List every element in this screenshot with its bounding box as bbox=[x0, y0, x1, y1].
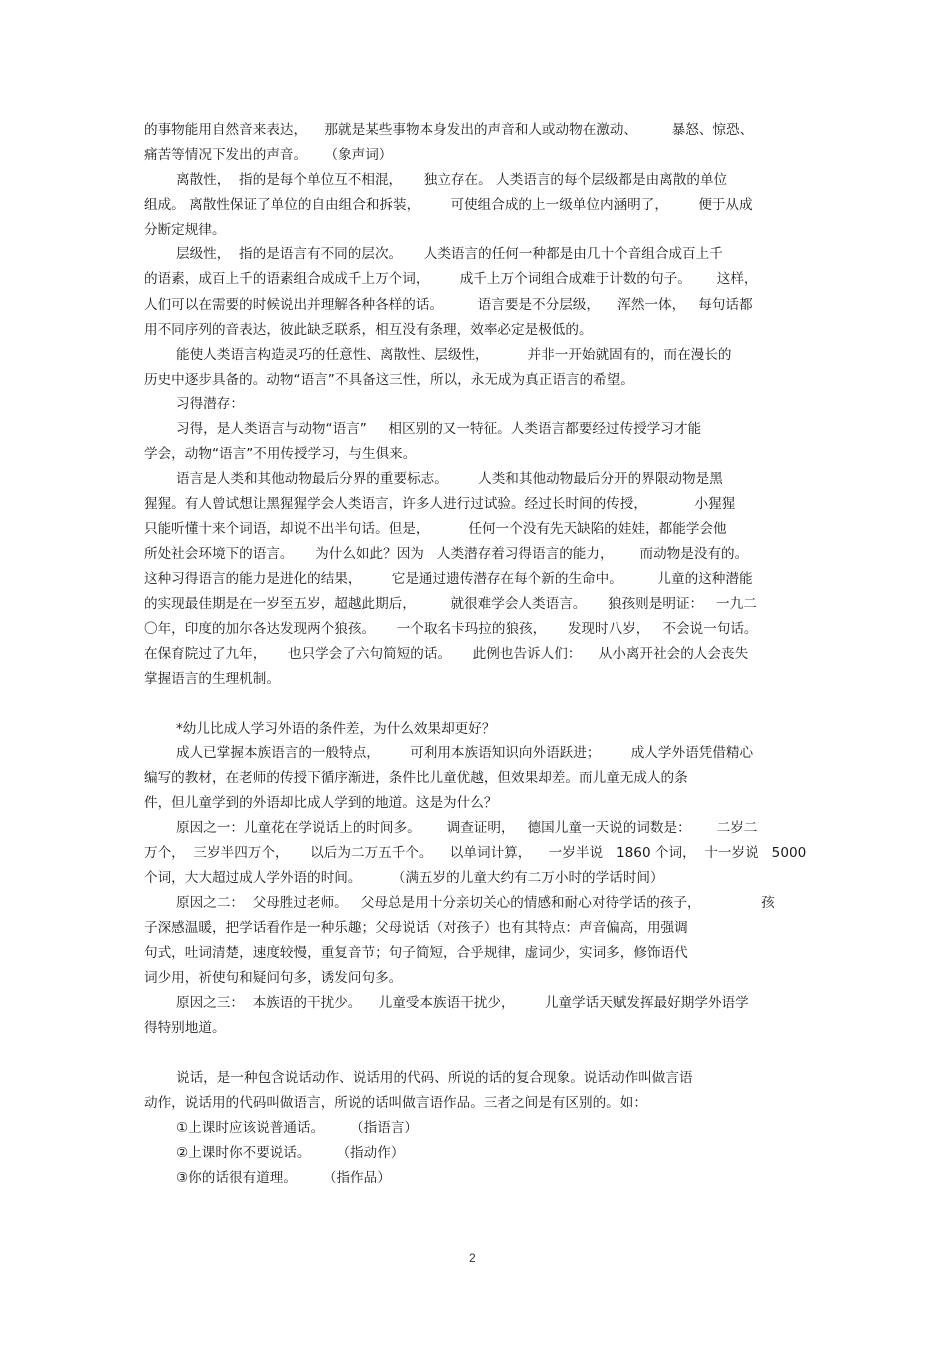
text-line: ②上课时你不要说话。 （指动作） bbox=[176, 1145, 405, 1161]
text-line: 只能听懂十来个词语，却说不出半句话。但是， 任何一个没有先天缺陷的娃娃，都能学会他 bbox=[144, 521, 727, 537]
text-line: 个词，大大超过成人学外语的时间。 （满五岁的儿童大约有二万小时的学话时间） bbox=[144, 870, 664, 886]
text-line: 的事物能用自然音来表达， 那就是某些事物本身发出的声音和人或动物在激动、 暴怒、惊恐、 bbox=[144, 122, 754, 138]
text-line: 习得潜存： bbox=[176, 396, 244, 412]
text-line: 子深感温暖，把学话看作是一种乐趣；父母说话（对孩子）也有其特点：声音偏高，用强调 bbox=[144, 920, 688, 936]
text-line: ①上课时应该说普通话。 （指语言） bbox=[176, 1120, 419, 1136]
text-line: 件，但儿童学到的外语却比成人学到的地道。这是为什么？ bbox=[144, 795, 498, 811]
text-line: 成人已掌握本族语言的一般特点， 可利用本族语知识向外语跃进； 成人学外语凭借精心 bbox=[176, 745, 754, 761]
text-line: 编写的教材，在老师的传授下循序渐进，条件比儿童优越，但效果却差。而儿童无成人的条 bbox=[144, 770, 688, 786]
text-line: 习得，是人类语言与动物“语言” 相区别的又一特征。人类语言都要经过传授学习才能 bbox=[176, 421, 702, 437]
text-line: 历史中逐步具备的。动物“语言”不具备这三性，所以，永无成为真正语言的希望。 bbox=[144, 372, 634, 388]
text-line: 〇年，印度的加尔各达发现两个狼孩。 一个取名卡玛拉的狼孩， 发现时八岁， 不会说一句话。 bbox=[144, 621, 758, 637]
text-line: 词少用，祈使句和疑问句多，诱发问句多。 bbox=[144, 970, 403, 986]
text-line: 的实现最佳期是在一岁至五岁，超越此期后， 就很难学会人类语言。 狼孩则是明证： 一九二 bbox=[144, 596, 757, 612]
text-line: 这种习得语言的能力是进化的结果， 它是通过遗传潜存在每个新的生命中。 儿童的这种潜能 bbox=[144, 571, 753, 587]
text-line: 组成。 离散性保证了单位的自由组合和拆装， 可使组合成的上一级单位内涵明了， 便于从成 bbox=[144, 197, 753, 213]
text-line: 掌握语言的生理机制。 bbox=[144, 671, 280, 687]
text-line: 语言是人类和其他动物最后分界的重要标志。 人类和其他动物最后分开的界限动物是黑 bbox=[176, 471, 723, 487]
text-line: 离散性， 指的是每个单位互不相混， 独立存在。 人类语言的每个层级都是由离散的单位 bbox=[176, 172, 728, 188]
page-number: 2 bbox=[469, 1251, 476, 1265]
text-line: 痛苦等情况下发出的声音。 （象声词） bbox=[144, 147, 393, 163]
text-line: 人们可以在需要的时候说出并理解各种各样的话。 语言要是不分层级， 浑然一体， 每句话都 bbox=[144, 297, 753, 313]
text-line: 动作，说话用的代码叫做语言，所说的话叫做言语作品。三者之间是有区别的。如： bbox=[144, 1095, 647, 1111]
text-line: 在保育院过了九年， 也只学会了六句简短的话。 此例也告诉人们： 从小离开社会的人会丧失 bbox=[144, 646, 749, 662]
text-line: 所处社会环境下的语言。 为什么如此？因为 人类潜存着习得语言的能力， 而动物是没有的。 bbox=[144, 546, 749, 562]
text-line: 学会，动物“语言”不用传授学习，与生俱来。 bbox=[144, 446, 417, 462]
text-line: 能使人类语言构造灵巧的任意性、离散性、层级性， 并非一开始就固有的，而在漫长的 bbox=[176, 347, 732, 363]
text-line: 句式，吐词清楚，速度较慢，重复音节；句子简短，合乎规律，虚词少，实词多，修饰语代 bbox=[144, 945, 688, 961]
text-line: 层级性， 指的是语言有不同的层次。 人类语言的任何一种都是由几十个音组合成百上千 bbox=[176, 246, 723, 262]
text-line: 的语素，成百上千的语素组合成成千上万个词， 成千上万个词组合成难于计数的句子。 这样， bbox=[144, 271, 758, 287]
text-line: 原因之三： 本族语的干扰少。 儿童受本族语干扰少， 儿童学话天赋发挥最好期学外语学 bbox=[176, 995, 749, 1011]
text-line: 说话，是一种包含说话动作、说话用的代码、所说的话的复合现象。说话动作叫做言语 bbox=[176, 1070, 693, 1086]
text-line: *幼儿比成人学习外语的条件差，为什么效果却更好？ bbox=[176, 721, 496, 737]
text-line: ③你的话很有道理。 （指作品） bbox=[176, 1170, 391, 1186]
text-line: 得特别地道。 bbox=[144, 1020, 226, 1036]
text-line: 原因之一：儿童花在学说话上的时间多。 调查证明， 德国儿童一天说的词数是： 二岁二 bbox=[176, 820, 758, 836]
text-line: 原因之二： 父母胜过老师。 父母总是用十分亲切关心的情感和耐心对待学话的孩子， 孩 bbox=[176, 895, 775, 911]
text-line: 猩猩。有人曾试想让黑猩猩学会人类语言，许多人进行过试验。经过长时间的传授， 小猩猩 bbox=[144, 496, 736, 512]
text-line: 万个， 三岁半四万个， 以后为二万五千个。 以单词计算， 一岁半说 1860 个词， 十一岁说 5000 bbox=[144, 845, 807, 861]
text-line: 用不同序列的音表达，彼此缺乏联系，相互没有条理，效率必定是极低的。 bbox=[144, 322, 593, 338]
text-line: 分断定规律。 bbox=[144, 222, 226, 238]
